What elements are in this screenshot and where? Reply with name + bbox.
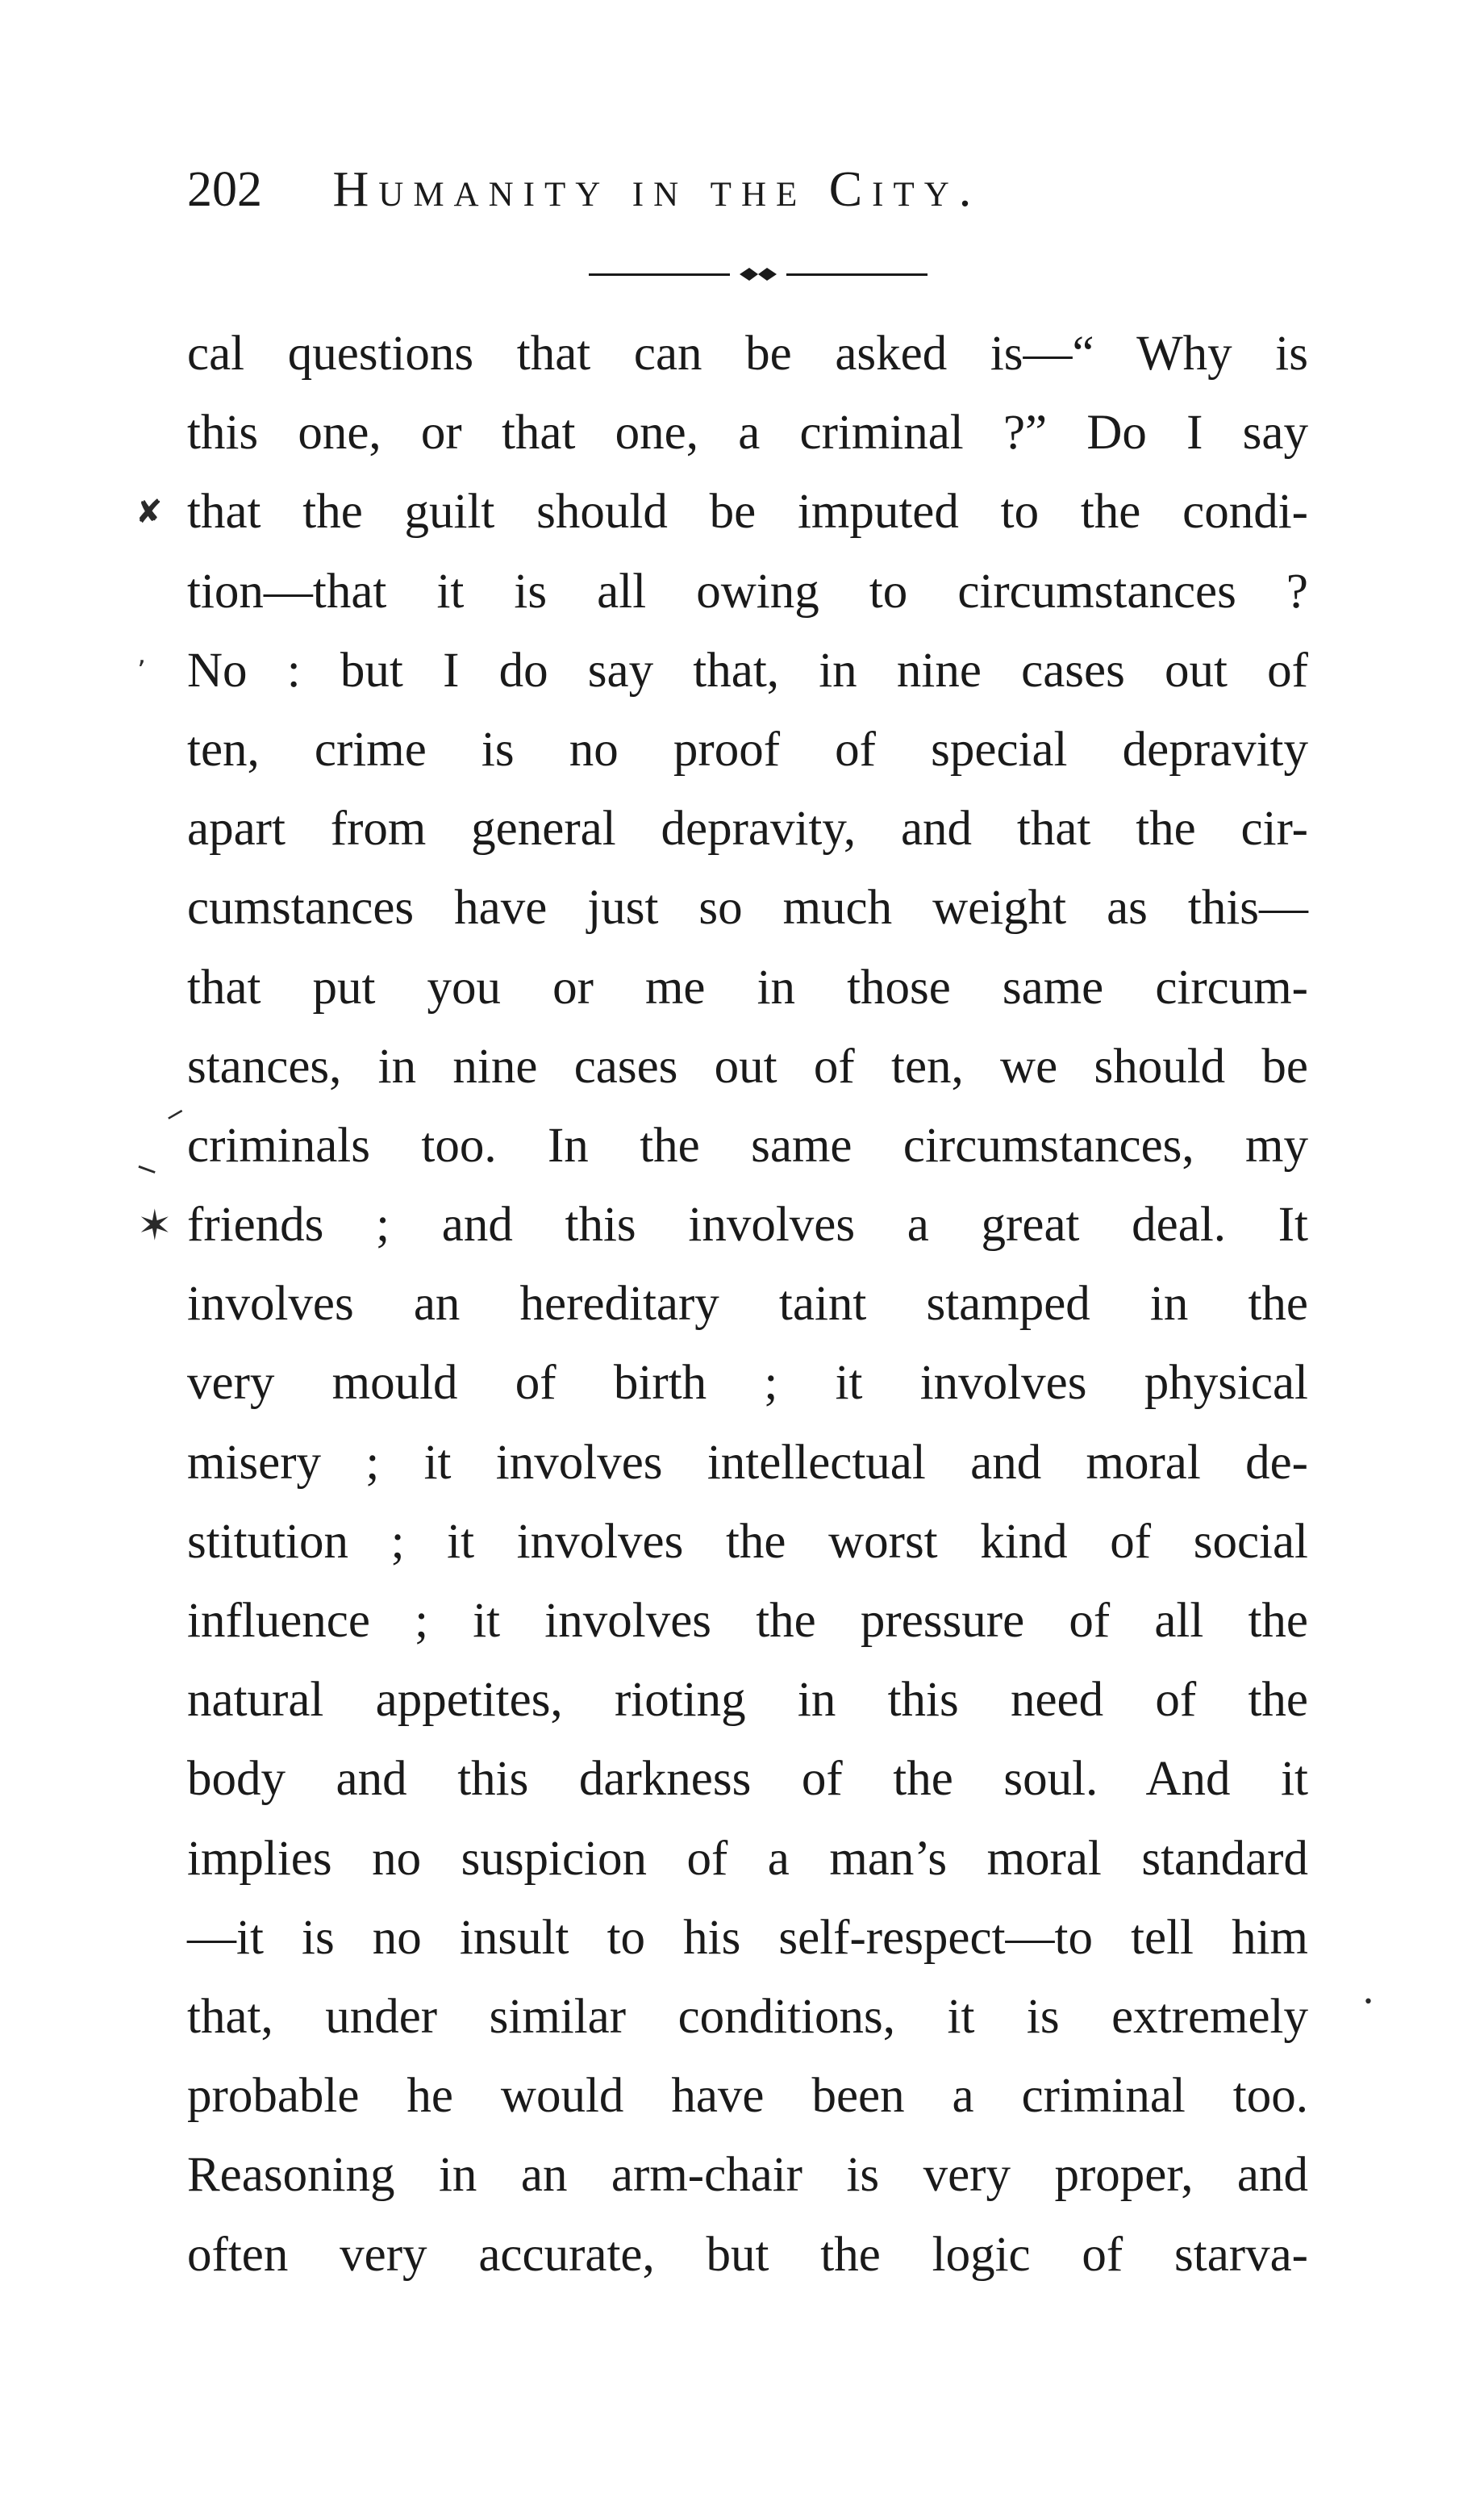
text-line: ten, crime is no proof of special depravity: [187, 722, 1308, 777]
ornament-rule-left: [589, 273, 730, 276]
ornament-diamond-icon: [738, 265, 778, 284]
text-line: apart from general depravity, and that the cir-: [187, 802, 1308, 857]
text-line: No : but I do say that, in nine cases out of: [187, 643, 1308, 698]
text-line: stitution ; it involves the worst kind of social: [187, 1514, 1308, 1569]
text-line: Reasoning in an arm-chair is very proper, and: [187, 2148, 1308, 2203]
text-line: often very accurate, but the logic of starva-: [187, 2227, 1308, 2282]
text-line: this one, or that one, a criminal ?” Do I say: [187, 406, 1308, 461]
text-line: that put you or me in those same circum-: [187, 960, 1308, 1015]
header-ornament: [589, 258, 928, 290]
text-line: implies no suspicion of a man’s moral standard: [187, 1831, 1308, 1886]
margin-dot-icon: •: [1363, 1992, 1374, 2012]
text-line: misery ; it involves intellectual and moral de-: [187, 1435, 1308, 1490]
text-line: criminals too. In the same circumstances, my: [187, 1118, 1308, 1173]
text-line: friends ; and this involves a great deal. It: [187, 1198, 1308, 1253]
margin-cross-icon: ✶: [137, 1202, 173, 1250]
text-line: very mould of birth ; it involves physical: [187, 1356, 1308, 1411]
text-line: probable he would have been a criminal too.: [187, 2069, 1308, 2124]
text-line: body and this darkness of the soul. And it: [187, 1752, 1308, 1807]
text-line: that, under similar conditions, it is extremely: [187, 1989, 1308, 2044]
text-line: stances, in nine cases out of ten, we should be: [187, 1039, 1308, 1094]
ornament-rule-right: [786, 273, 928, 276]
margin-dash-icon: ‒: [158, 1095, 191, 1132]
text-line: cal questions that can be asked is—“ Why is: [187, 327, 1308, 381]
text-line: involves an hereditary taint stamped in the: [187, 1277, 1308, 1332]
margin-tick-icon: ʼ: [137, 655, 146, 687]
running-title: Humanity in the City.: [332, 162, 982, 217]
running-head: [187, 153, 1308, 226]
page-number: 202: [187, 162, 262, 217]
margin-dash-icon: ‒: [131, 1147, 164, 1189]
body-text: [187, 315, 1308, 2295]
margin-checkmark-icon: ✘: [135, 494, 163, 531]
text-line: cumstances have just so much weight as this—: [187, 881, 1308, 936]
text-line: that the guilt should be imputed to the condi-: [187, 485, 1308, 540]
text-line: tion—that it is all owing to circumstances ?: [187, 564, 1308, 619]
text-line: influence ; it involves the pressure of all the: [187, 1594, 1308, 1648]
text-line: natural appetites, rioting in this need of the: [187, 1673, 1308, 1728]
text-line: —it is no insult to his self-respect—to tell him: [187, 1910, 1308, 1965]
